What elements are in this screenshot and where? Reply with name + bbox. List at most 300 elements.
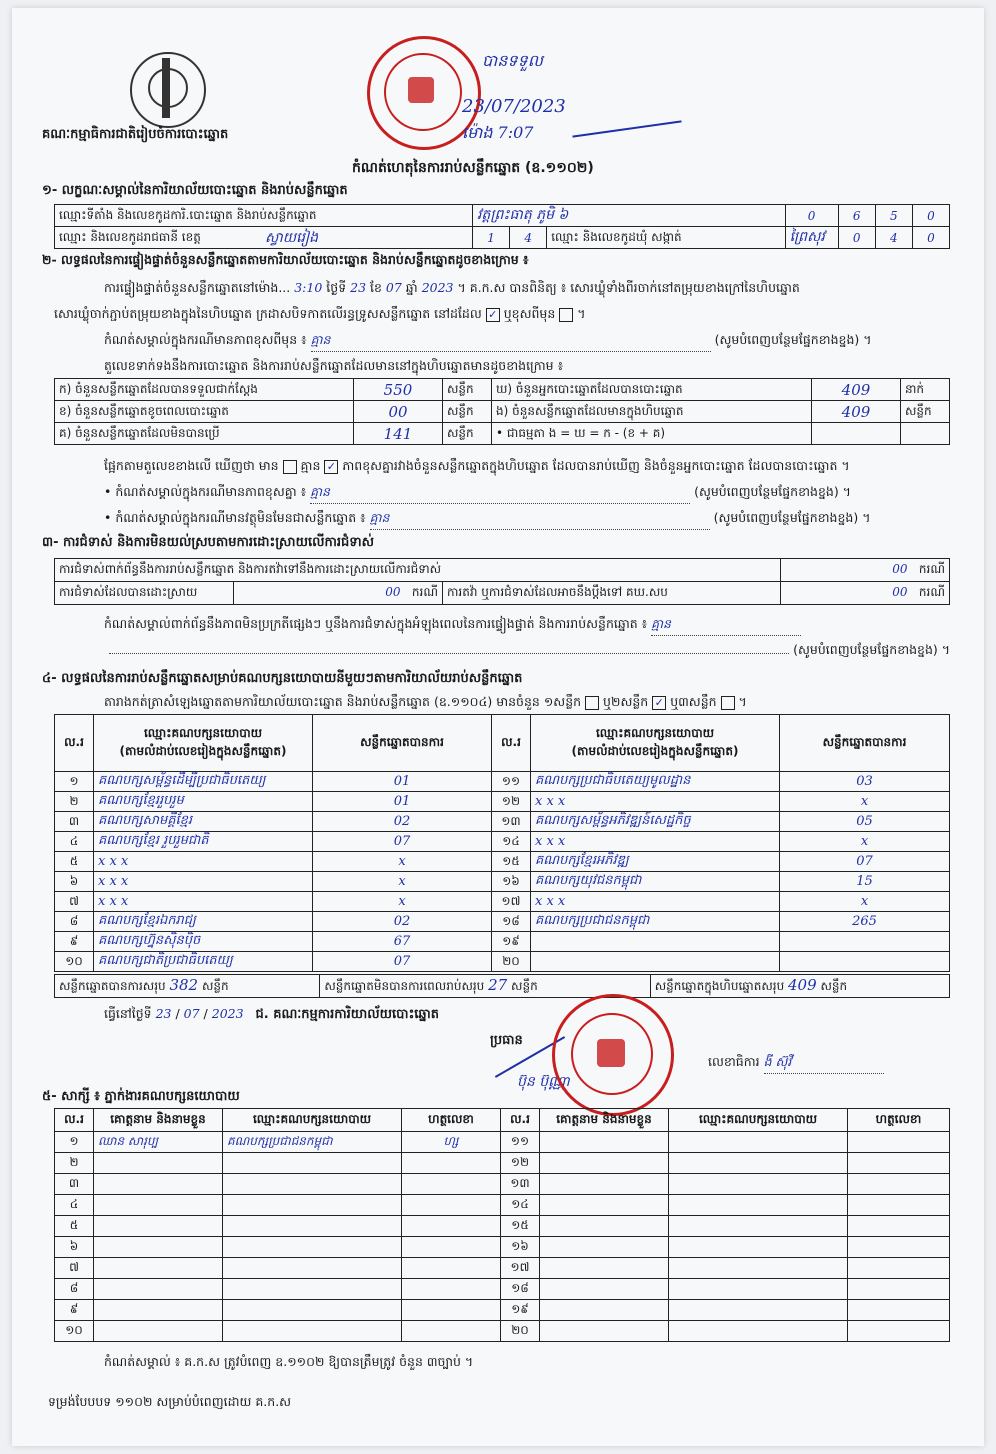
- table-row: [55, 772, 950, 792]
- witness-sign: [402, 1174, 501, 1195]
- org-name: គណៈកម្មាធិការជាតិរៀបចំការបោះឆ្នោត: [42, 127, 229, 142]
- party-no: ១៦: [492, 872, 531, 892]
- witness-party: [669, 1300, 848, 1321]
- party-votes: 07: [780, 852, 950, 872]
- location-name-label: ឈ្មោះទីតាំង និងលេខកូដការិ.បោះឆ្នោត និងរាប់សន្លឹកឆ្នោត: [55, 205, 473, 227]
- witness-row: [55, 1195, 950, 1216]
- total-valid-cell: [55, 975, 320, 998]
- witness-name: [94, 1279, 223, 1300]
- party-no: ៦: [55, 872, 94, 892]
- col-party-sub: (តាមលំដាប់លេខរៀងក្នុងសន្លឹកឆ្នោត): [119, 744, 287, 758]
- section3-note-label: កំណត់សម្គាល់ពាក់ព័ន្ធនឹងភាពមិនប្រក្រតីផ្សេងៗ ឬនឹងការជំទាស់ក្នុងអំឡុងពេលនៃការផ្ទៀងផ្ទាត់ និងការរាប់សន្លឹកឆ្នោត ៖: [104, 616, 648, 631]
- count-month: 07: [385, 280, 402, 295]
- witness-row: [55, 1300, 950, 1321]
- objection-unit: ករណី: [918, 562, 945, 576]
- day-label: ថ្ងៃទី: [326, 280, 347, 295]
- witness-party: [669, 1216, 848, 1237]
- resolved-cell: [234, 582, 443, 605]
- col-party-right-sub: (តាមលំដាប់លេខរៀងក្នុងសន្លឹកឆ្នោត): [571, 744, 739, 758]
- witness-no: ១៣: [501, 1174, 540, 1195]
- three-sheet-label: ឬ៣សន្លឹក: [670, 694, 717, 709]
- witness-no: ៦: [55, 1237, 94, 1258]
- province-value: ស្វាយរៀង: [265, 230, 319, 246]
- no-difference-checkbox[interactable]: ✓: [324, 460, 338, 474]
- date-day: 23: [155, 1006, 172, 1021]
- party-votes: 265: [780, 912, 950, 932]
- party-no: ៨: [55, 912, 94, 932]
- party-votes: 02: [313, 912, 492, 932]
- witness-row: [55, 1279, 950, 1300]
- party-votes: x: [780, 792, 950, 812]
- check-line: [104, 458, 850, 477]
- witness-col-sign: ហត្ថលេខា: [402, 1109, 501, 1132]
- witness-party: [223, 1174, 402, 1195]
- col-party: [94, 715, 313, 772]
- party-votes: x: [313, 872, 492, 892]
- table-row: [55, 932, 950, 952]
- province-code-digit: 1: [472, 227, 509, 249]
- party-no: ១៧: [492, 892, 531, 912]
- bullet2-label: • កំណត់សម្គាល់ក្នុងករណីមានវត្ថុមិនមែនជាសន្លឹកឆ្នោត ៖: [104, 510, 366, 525]
- witness-sign: [848, 1132, 950, 1153]
- witness-no: ៧: [55, 1258, 94, 1279]
- bullet1: [104, 484, 851, 504]
- three-sheet-checkbox[interactable]: [721, 696, 735, 710]
- witness-party: [669, 1258, 848, 1279]
- col-party-label: ឈ្មោះគណបក្សនយោបាយ: [143, 726, 263, 740]
- table-row: [55, 892, 950, 912]
- summary-unit-b: សន្លឹក: [901, 401, 950, 423]
- witness-party: [223, 1321, 402, 1342]
- sign-org: ជ. គណៈកម្មការការិយាល័យបោះឆ្នោត: [255, 1007, 440, 1022]
- party-votes: x: [780, 832, 950, 852]
- resolved-unit: ករណី: [411, 585, 438, 599]
- col-votes: សន្លឹកឆ្នោតបានការ: [313, 715, 492, 772]
- summary-intro: តួលេខទាក់ទងនឹងការបោះឆ្នោត និងការរាប់សន្លឹកឆ្នោតដែលមាននៅក្នុងហិបឆ្នោតមានដូចខាងក្រោម ៖: [104, 358, 564, 373]
- summary-value-b: 409: [812, 401, 901, 423]
- witness-name: [540, 1195, 669, 1216]
- total-valid-label: សន្លឹកឆ្នោតបានការសរុប: [59, 979, 166, 993]
- objection-row1-value: 00: [892, 562, 908, 576]
- party-name: គណបក្សហ្វ៊ុនស៊ិនប៉ិច: [94, 932, 313, 952]
- form-page: [12, 8, 984, 1446]
- section3-note-value: គ្មាន: [651, 616, 801, 636]
- witness-col-sign-right: ហត្ថលេខា: [848, 1109, 950, 1132]
- witness-no: ២: [55, 1153, 94, 1174]
- commune-code-digit: 0: [912, 227, 949, 249]
- witness-party: [223, 1279, 402, 1300]
- section1-title: ១- លក្ខណៈសម្គាល់នៃការិយាល័យបោះឆ្នោត និងរាប់សន្លឹកឆ្នោត: [42, 183, 348, 198]
- party-votes: 01: [313, 792, 492, 812]
- has-difference-checkbox[interactable]: [283, 460, 297, 474]
- col-party-right-label: ឈ្មោះគណបក្សនយោបាយ: [595, 726, 715, 740]
- summary-label-b: ឃ) ចំនួនអ្នកបោះឆ្នោតដែលបានបោះឆ្នោត: [492, 379, 812, 401]
- table-row: [55, 812, 950, 832]
- witness-row: [55, 1321, 950, 1342]
- bullet2-end: (សូមបំពេញបន្ថែមផ្នែកខាងខ្នង) ។: [713, 510, 871, 525]
- party-no: ១៨: [492, 912, 531, 932]
- party-no: ១៩: [492, 932, 531, 952]
- province-label-cell: [55, 227, 473, 249]
- received-label: បានទទួល: [482, 51, 543, 70]
- witness-no: ១៩: [501, 1300, 540, 1321]
- witness-no: ១៦: [501, 1237, 540, 1258]
- witness-sign: [402, 1195, 501, 1216]
- total-box-unit: សន្លឹក: [820, 979, 848, 993]
- province-code-digit: 4: [510, 227, 547, 249]
- witness-no: ១០: [55, 1321, 94, 1342]
- year-label: ឆ្នាំ: [405, 280, 418, 295]
- total-invalid-cell: [320, 975, 650, 998]
- summary-unit-a: សន្លឹក: [443, 379, 492, 401]
- witness-no: ១៤: [501, 1195, 540, 1216]
- witness-name: [540, 1279, 669, 1300]
- witness-name: [94, 1153, 223, 1174]
- summary-label-a: ខ) ចំនួនសន្លឹកឆ្នោតខូចពេលបោះឆ្នោត: [55, 401, 354, 423]
- witness-no: ១: [55, 1132, 94, 1153]
- witness-party: [669, 1279, 848, 1300]
- section3-note-end-text: (សូមបំពេញបន្ថែមផ្នែកខាងខ្នង) ។: [793, 642, 950, 657]
- total-invalid-unit: សន្លឹក: [511, 979, 538, 993]
- note-value: គ្មាន: [311, 332, 711, 352]
- party-votes: x: [313, 892, 492, 912]
- table-row: [55, 912, 950, 932]
- witness-no: ១៨: [501, 1279, 540, 1300]
- note-end: (សូមបំពេញបន្ថែមផ្នែកខាងខ្នង) ។: [714, 332, 872, 347]
- witness-no: ៨: [55, 1279, 94, 1300]
- witness-name: [94, 1195, 223, 1216]
- party-name: គណបក្សខ្មែរឯករាជ្យ: [94, 912, 313, 932]
- witness-name: [94, 1174, 223, 1195]
- witness-sign: [848, 1153, 950, 1174]
- party-votes: [780, 952, 950, 972]
- party-votes: x: [780, 892, 950, 912]
- witness-name: ឈាន សារុប្ប: [94, 1132, 223, 1153]
- party-name: [531, 952, 780, 972]
- total-box-label: សន្លឹកឆ្នោតក្នុងហិបឆ្នោតសរុប: [654, 979, 785, 993]
- party-no: ១២: [492, 792, 531, 812]
- witness-party: [223, 1300, 402, 1321]
- count-time: 3:10: [294, 280, 323, 295]
- party-no: ២០: [492, 952, 531, 972]
- witness-party: គណបក្សប្រជាជនកម្ពុជា: [223, 1132, 402, 1153]
- date-year: 2023: [211, 1006, 244, 1021]
- party-name: គណបក្សសម្ព័ន្ធដើម្បីប្រជាធិបតេយ្យ: [94, 772, 313, 792]
- witness-row: [55, 1153, 950, 1174]
- one-sheet-checkbox[interactable]: [585, 696, 599, 710]
- witness-col-name: គោត្តនាម និងនាមខ្លួន: [94, 1109, 223, 1132]
- secretary-name: ងី ស៊ុវី: [764, 1054, 884, 1074]
- received-date: 23/07/2023: [462, 96, 566, 117]
- table-row: [55, 792, 950, 812]
- resolved-value: 00: [385, 585, 401, 599]
- witness-party: [669, 1195, 848, 1216]
- different-checkbox[interactable]: [559, 308, 573, 322]
- witness-sign: [402, 1279, 501, 1300]
- date-month: 07: [183, 1006, 200, 1021]
- party-name: គណបក្សជាតិប្រជាធិបតេយ្យ: [94, 952, 313, 972]
- location-code-digit: 0: [912, 205, 949, 227]
- party-no: ១១: [492, 772, 531, 792]
- witness-party: [223, 1195, 402, 1216]
- bullet1-value: គ្មាន: [310, 484, 690, 504]
- party-no: ៥: [55, 852, 94, 872]
- summary-value-a: 550: [354, 379, 443, 401]
- party-votes: 07: [313, 952, 492, 972]
- party-name: គណបក្សខ្មែរអភិវឌ្ឍ: [531, 852, 780, 872]
- summary-row: [55, 401, 950, 423]
- summary-unit-b: នាក់: [901, 379, 950, 401]
- witness-no: ១៥: [501, 1216, 540, 1237]
- summary-label-a: ក) ចំនួនសន្លឹកឆ្នោតដែលបានទទួលជាក់ស្តែង: [55, 379, 354, 401]
- witness-name: [540, 1258, 669, 1279]
- section2-title: ២- លទ្ធផលនៃការផ្ទៀងផ្ទាត់ចំនួនសន្លឹកឆ្នោតតាមការិយាល័យបោះឆ្នោត និងរាប់សន្លឹកឆ្នោតដូចខាងក្រោម ៖: [42, 252, 529, 267]
- check-line-text: ផ្អែកតាមតួលេខខាងលើ ឃើញថា មាន: [104, 458, 279, 473]
- para2-text: សោរឃ្លុំចាក់ភ្ជាប់តម្រុយខាងក្នុងនៃហិបឆ្នោត ក្រដាសបិទកាតលើរន្ធទ្រូសសន្លឹកឆ្នោត នៅដដែល: [54, 306, 482, 321]
- witness-row: [55, 1237, 950, 1258]
- bullet1-label: • កំណត់សម្គាល់ក្នុងករណីមានភាពខុសគ្នា ៖: [104, 484, 307, 499]
- section4-intro-text: តារាងកត់ត្រាសំឡេងឆ្នោតតាមការិយាល័យបោះឆ្នោត និងរាប់សន្លឹកឆ្នោត (ឧ.១១០៤) មានចំនួន ១សន្លឹក: [104, 694, 582, 709]
- location-code-digit: 5: [875, 205, 912, 227]
- party-votes: 05: [780, 812, 950, 832]
- results-table: [54, 714, 950, 972]
- signing-date: ធ្វើនៅថ្ងៃទី 23 / 07 / 2023 ជ. គណៈកម្មការការិយាល័យបោះឆ្នោត: [104, 1006, 440, 1022]
- witness-sign: [848, 1174, 950, 1195]
- section3-title: ៣- ការជំទាស់ និងការមិនយល់ស្របតាមការដោះស្រាយលើការជំទាស់: [42, 535, 374, 550]
- total-valid-value: 382: [169, 976, 199, 994]
- party-name: x x x: [94, 892, 313, 912]
- witness-party: [669, 1153, 848, 1174]
- section4-title: ៤- លទ្ធផលនៃការរាប់សន្លឹកឆ្នោតសម្រាប់គណបក្សនយោបាយនីមួយៗតាមការិយាល័យរាប់សន្លឹកឆ្នោត: [42, 671, 523, 686]
- date-label: ធ្វើនៅថ្ងៃទី: [104, 1006, 152, 1021]
- president-label: ប្រធាន: [490, 1033, 523, 1048]
- witness-name: [94, 1216, 223, 1237]
- commune-code-digit: 0: [838, 227, 875, 249]
- witness-party: [669, 1132, 848, 1153]
- commune-code-digit: 4: [875, 227, 912, 249]
- party-no: ២: [55, 792, 94, 812]
- party-no: ៣: [55, 812, 94, 832]
- party-name: x x x: [94, 852, 313, 872]
- party-name: [531, 932, 780, 952]
- party-votes: 67: [313, 932, 492, 952]
- witness-sign: [848, 1195, 950, 1216]
- location-code-digit: 0: [785, 205, 838, 227]
- province-label: ឈ្មោះ និងលេខកូដរាជធានី ខេត្ត: [59, 229, 201, 244]
- party-name: x x x: [531, 832, 780, 852]
- witness-sign: [848, 1216, 950, 1237]
- table-row: [55, 872, 950, 892]
- received-signature: [572, 120, 681, 137]
- witness-no: ២០: [501, 1321, 540, 1342]
- summary-table: [54, 378, 950, 445]
- witness-name: [94, 1237, 223, 1258]
- party-no: ១៣: [492, 812, 531, 832]
- witness-party: [669, 1237, 848, 1258]
- witness-party: [669, 1174, 848, 1195]
- party-name: គណបក្សខ្មែរ រួបរួមជាតិ: [94, 832, 313, 852]
- party-no: ១៤: [492, 832, 531, 852]
- total-invalid-label: សន្លឹកឆ្នោតមិនបានការពេលរាប់សរុប: [324, 979, 485, 993]
- witness-row: [55, 1132, 950, 1153]
- witness-col-party-right: ឈ្មោះគណបក្សនយោបាយ: [669, 1109, 848, 1132]
- objection-row1-label: ការជំទាស់ពាក់ព័ន្ធនឹងការរាប់សន្លឹកឆ្នោត និងការតវ៉ាទៅនឹងការដោះស្រាយលើការជំទាស់: [55, 559, 781, 582]
- party-no: ៩: [55, 932, 94, 952]
- section2-para1: [104, 280, 800, 299]
- witness-party: [223, 1216, 402, 1237]
- witness-no: ៣: [55, 1174, 94, 1195]
- appeal-cell: [781, 582, 950, 605]
- table-row: [55, 852, 950, 872]
- witness-name: [540, 1174, 669, 1195]
- witness-sign: [402, 1216, 501, 1237]
- witness-name: [540, 1153, 669, 1174]
- party-name: គណបក្សសម្ព័ន្ធអភិវឌ្ឍន៍សេដ្ឋកិច្ច: [531, 812, 780, 832]
- party-votes: 02: [313, 812, 492, 832]
- party-votes: 01: [313, 772, 492, 792]
- witness-sign: [848, 1279, 950, 1300]
- witness-no: ១២: [501, 1153, 540, 1174]
- form-footer: ទម្រង់បែបបទ ១១០២ សម្រាប់បំពេញដោយ គ.ក.ស: [48, 1394, 292, 1409]
- party-no: ៧: [55, 892, 94, 912]
- count-day: 23: [350, 280, 367, 295]
- witness-name: [540, 1300, 669, 1321]
- witness-sign: ហ្ស: [402, 1132, 501, 1153]
- bullet1-end: (សូមបំពេញបន្ថែមផ្នែកខាងខ្នង) ។: [694, 484, 851, 499]
- secretary-label: លេខាធិការ: [708, 1054, 760, 1069]
- different-label: ឬខុសពីមុន: [503, 306, 556, 321]
- summary-value-a: 141: [354, 423, 443, 445]
- month-label: ខែ: [370, 280, 382, 295]
- witness-no: ១១: [501, 1132, 540, 1153]
- summary-label-b: ង) ចំនួនសន្លឹកឆ្នោតដែលមានក្នុងហិបឆ្នោត: [492, 401, 812, 423]
- witness-col-party: ឈ្មោះគណបក្សនយោបាយ: [223, 1109, 402, 1132]
- witness-no: ៤: [55, 1195, 94, 1216]
- witness-name: [540, 1237, 669, 1258]
- party-name: x x x: [94, 872, 313, 892]
- col-votes-right: សន្លឹកឆ្នោតបានការ: [780, 715, 950, 772]
- witness-sign: [848, 1258, 950, 1279]
- note-label: កំណត់សម្គាល់ក្នុងករណីមានភាពខុសពីមុន ៖: [104, 332, 307, 347]
- col-no: ល.រ: [55, 715, 94, 772]
- total-box-value: 409: [788, 976, 817, 994]
- witness-name: [540, 1321, 669, 1342]
- doc-title: កំណត់ហេតុនៃការរាប់សន្លឹកឆ្នោត (ឧ.១១០២): [352, 160, 594, 176]
- summary-unit-b: [901, 423, 950, 445]
- party-votes: [780, 932, 950, 952]
- witness-col-no-right: ល.រ: [501, 1109, 540, 1132]
- witness-name: [94, 1258, 223, 1279]
- witness-party: [223, 1258, 402, 1279]
- party-no: ១០: [55, 952, 94, 972]
- party-name: x x x: [531, 892, 780, 912]
- witness-row: [55, 1216, 950, 1237]
- total-invalid-value: 27: [488, 976, 508, 994]
- location-table: [54, 204, 950, 249]
- witness-sign: [402, 1321, 501, 1342]
- party-name: គណបក្សយុវជនកម្ពុជា: [531, 872, 780, 892]
- section3-note-end: [54, 642, 950, 661]
- check-line-end: ភាពខុសគ្នារវាងចំនួនសន្លឹកឆ្នោតក្នុងហិបឆ្នោត ដែលបានរាប់ឃើញ និងចំនួនអ្នកបោះឆ្នោត ដែលបានបោះឆ្នោត ។: [342, 458, 850, 473]
- summary-row: [55, 423, 950, 445]
- table-row: [55, 832, 950, 852]
- appeal-unit: ករណី: [918, 585, 945, 599]
- summary-value-b: 409: [812, 379, 901, 401]
- witness-sign: [402, 1300, 501, 1321]
- party-name: គណបក្សប្រជាជនកម្ពុជា: [531, 912, 780, 932]
- totals-table: [54, 974, 950, 998]
- total-box-cell: [650, 975, 949, 998]
- summary-unit-a: សន្លឹក: [443, 423, 492, 445]
- section5-title: ៥- សាក្សី ៖ ភ្នាក់ងារគណបក្សនយោបាយ: [42, 1089, 240, 1104]
- witness-col-name-right: គោត្តនាម និងនាមខ្លួន: [540, 1109, 669, 1132]
- section3-note: [104, 616, 801, 636]
- section2-note: [104, 332, 944, 352]
- bullet2-value: គ្មាន: [370, 510, 710, 530]
- summary-unit-a: សន្លឹក: [443, 401, 492, 423]
- appeal-value: 00: [892, 585, 908, 599]
- total-valid-unit: សន្លឹក: [201, 979, 229, 993]
- secretary-line: [708, 1054, 884, 1074]
- resolved-label: ការជំទាស់ដែលបានដោះស្រាយ: [55, 582, 234, 605]
- witness-row: [55, 1258, 950, 1279]
- para1-text: ការផ្ទៀងផ្ទាត់ចំនួនសន្លឹកឆ្នោតនៅម៉ោង...: [104, 280, 291, 295]
- no-difference-label: គ្មាន: [300, 458, 321, 473]
- witness-row: [55, 1174, 950, 1195]
- para1-end: ។ គ.ក.ស បានពិនិត្យ ៖ សោរឃ្លុំទាំងពីរចាក់នៅតម្រុយខាងក្រៅនៃហិបឆ្នោត: [457, 280, 800, 295]
- witness-no: ៥: [55, 1216, 94, 1237]
- same-checkbox[interactable]: ✓: [486, 308, 500, 322]
- witness-no: ៩: [55, 1300, 94, 1321]
- summary-value-a: 00: [354, 401, 443, 423]
- party-no: ៤: [55, 832, 94, 852]
- received-time: ម៉ោង 7:07: [462, 123, 534, 142]
- party-name: គណបក្សខ្មែររួបរួម: [94, 792, 313, 812]
- witness-party: [223, 1237, 402, 1258]
- two-sheet-checkbox[interactable]: ✓: [652, 696, 666, 710]
- section4-intro: តារាងកត់ត្រាសំឡេងឆ្នោតតាមការិយាល័យបោះឆ្នោត និងរាប់សន្លឹកឆ្នោត (ឧ.១១០៤) មានចំនួន ១សន្លឹក ឬ២សន្លឹក ✓ ឬ៣សន្លឹក ។: [104, 694, 747, 709]
- committee-seal-icon: [552, 994, 674, 1116]
- commune-value: ព្រៃសុវ: [785, 227, 838, 249]
- nec-emblem-icon: [130, 52, 206, 128]
- objection-row1-cell: [781, 559, 950, 582]
- summary-value-b: [812, 423, 901, 445]
- witness-party: [223, 1153, 402, 1174]
- bullet2: [104, 510, 870, 530]
- footnote: កំណត់សម្គាល់ ៖ គ.ក.ស ត្រូវបំពេញ ឧ.១១០២ ឱ្យបានត្រឹមត្រូវ ចំនួន ៣ច្បាប់ ។: [104, 1354, 474, 1369]
- commune-label: ឈ្មោះ និងលេខកូដឃុំ សង្កាត់: [547, 227, 785, 249]
- party-votes: 03: [780, 772, 950, 792]
- table-row: [55, 952, 950, 972]
- col-no-right: ល.រ: [492, 715, 531, 772]
- two-sheet-label: ឬ២សន្លឹក: [603, 694, 649, 709]
- witness-name: [540, 1132, 669, 1153]
- party-name: គណបក្សសាមគ្គីខ្មែរ: [94, 812, 313, 832]
- col-party-right: [531, 715, 780, 772]
- party-votes: 15: [780, 872, 950, 892]
- summary-label-b: • ជាធម្មតា ង = ឃ = ក - (ខ + គ): [492, 423, 812, 445]
- witness-table: [54, 1108, 950, 1342]
- summary-row: [55, 379, 950, 401]
- party-votes: 07: [313, 832, 492, 852]
- witness-name: [94, 1321, 223, 1342]
- witness-sign: [848, 1321, 950, 1342]
- party-no: ១: [55, 772, 94, 792]
- party-no: ១៥: [492, 852, 531, 872]
- location-code-digit: 6: [838, 205, 875, 227]
- location-name-value: វត្តព្រះធាតុ ភូមិ ៦: [472, 205, 785, 227]
- witness-name: [540, 1216, 669, 1237]
